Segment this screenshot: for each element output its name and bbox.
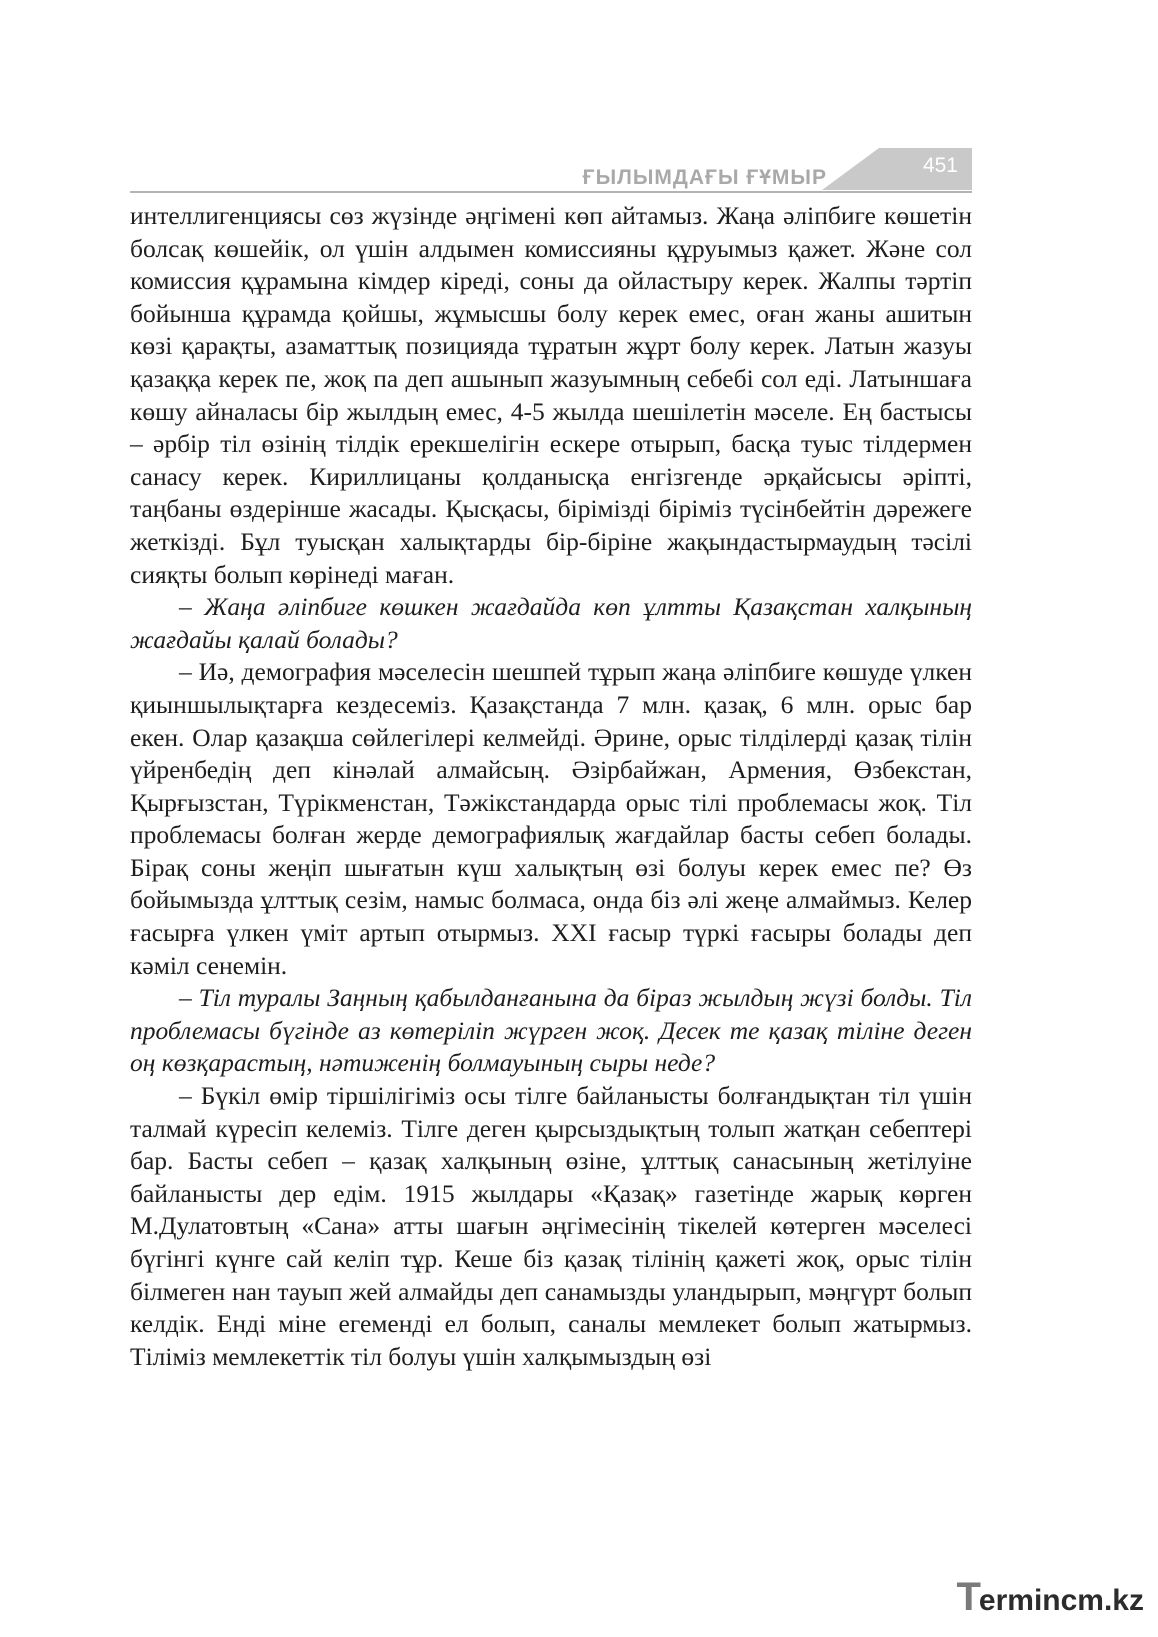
logo-text-part: m.kz <box>1077 1584 1144 1617</box>
logo-text-part: ermin <box>978 1584 1061 1617</box>
running-header <box>130 148 972 196</box>
page-text <box>130 200 972 1373</box>
logo-text-part: c <box>1060 1584 1078 1617</box>
header-divider <box>130 191 972 193</box>
page-number: 451 <box>922 154 958 177</box>
paragraph-question: – Тіл туралы Заңның қабылданғанына да біраз жылдың жүзі болды. Тіл проблемасы бүгінде аз көтеріліп жүрген жоқ. Десек те қазақ тіліне деген оң көзқарастың, нәтиженің болмауының сыры неде? <box>130 983 972 1078</box>
logo-letter-t: T <box>956 1575 981 1619</box>
termincom-logo <box>956 1577 1144 1617</box>
paragraph-answer: – Иә, демография мәселесін шешпей тұрып жаңа әліпбиге көшуде үлкен қиыншылықтарға кездесеміз. Қазақстанда 7 млн. қазақ, 6 млн. орыс бар екен. Олар қазақша сөйлегілері келмейді. Әрине, орыс тілділерді қазақ тілін үйренбедің деп кінәлай алмайсың. Әзірбайжан, Армения, Өзбекстан, Қырғызстан, Түрікменстан, Тәжікстандарда орыс тілі проблемасы жоқ. Тіл проблемасы болған жерде демографиялық жағдайлар басты себеп болады. Бірақ соны жеңіп шығатын күш халықтың өзі болуы керек емес пе? Өз бойымызда ұлттық сезім, намыс болмаса, онда біз әлі жеңе алмаймыз. Келер ғасырға үлкен үміт артып отырмыз. XXI ғасыр түркі ғасыры болады деп кәміл сенемін. <box>130 657 972 980</box>
section-title: ҒЫЛЫМДАҒЫ ҒҰМЫР <box>582 166 827 189</box>
paragraph-question: – Жаңа әліпбиге көшкен жағдайда көп ұлтты Қазақстан халқының жағдайы қалай болады? <box>130 592 972 654</box>
paragraph-answer: – Бүкіл өмір тіршілігіміз осы тілге байланысты болғандықтан тіл үшін талмай күресіп келеміз. Тілге деген қырсыздықтың толып жатқан себептері бар. Басты себеп – қазақ халқының өзіне, ұлттық санасының жетілуіне байланысты дер едім. 1915 жылдары «Қазақ» газетінде жарық көрген М.Дулатовтың «Сана» атты шағын әңгімесінің тікелей көтерген мәселесі бүгінгі күнге сай келіп тұр. Кеше біз қазақ тілінің қажеті жоқ, орыс тілін білмеген нан тауып жей алмайды деп санамызды уландырып, мәңгүрт болып келдік. Енді міне егеменді ел болып, саналы мемлекет болып жатырмыз. Тіліміз мемлекеттік тіл болуы үшін халқымыздың өзі <box>130 1081 972 1371</box>
paragraph-answer: интеллигенциясы сөз жүзінде әңгімені көп айтамыз. Жаңа әліпбиге көшетін болсақ көшейік, ол үшін алдымен комиссияны құруымыз қажет. Және сол комиссия құрамына кімдер кіреді, соны да ойластыру керек. Жалпы тәртіп бойынша құрамда қойшы, жұмысшы болу керек емес, оған жаны ашитын көзі қарақты, азаматтық позицияда тұратын жұрт болу керек. Латын жазуы қазаққа керек пе, жоқ па деп ашынып жазуымның себебі сол еді. Латыншаға көшу айналасы бір жылдың емес, 4-5 жылда шешілетін мәселе. Ең бастысы – әрбір тіл өзінің тілдік ерекшелігін ескере отырып, басқа туыс тілдермен санасу керек. Кириллицаны қолданысқа енгізгенде әрқайсысы әріпті, таңбаны өздерінше жасады. Қысқасы, бірімізді біріміз түсінбейтін дәрежеге жеткізді. Бұл туысқан халықтарды бір-біріне жақындастырмаудың тәсілі сияқты болып көрінеді маған. <box>130 201 972 589</box>
